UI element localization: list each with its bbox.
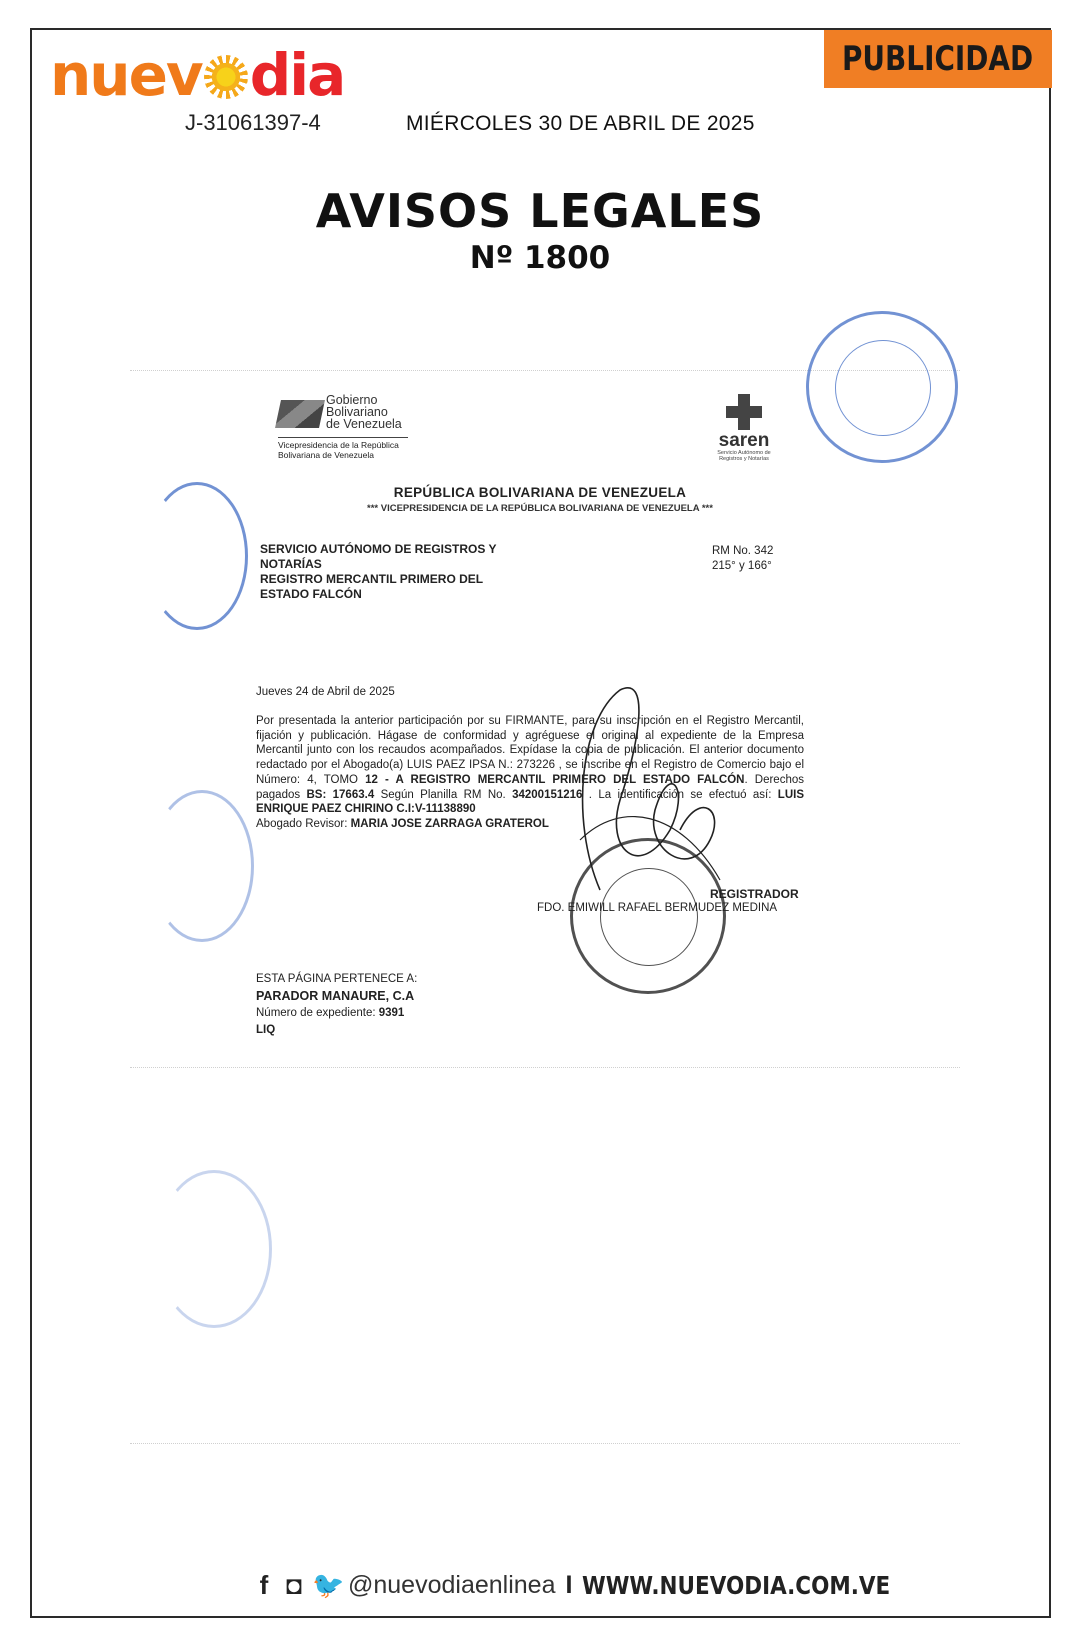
issue-date: MIÉRCOLES 30 DE ABRIL DE 2025 — [406, 112, 755, 135]
office-name — [260, 542, 496, 602]
registrar-title: REGISTRADOR — [710, 887, 799, 901]
footer-bar — [252, 1570, 941, 1601]
flag-icon — [275, 400, 325, 428]
gov-logo-line: Gobierno — [326, 393, 378, 407]
company-rif: J-31061397-4 — [185, 110, 321, 135]
reviewing-lawyer: MARIA JOSE ZARRAGA GRATEROL — [350, 817, 549, 830]
office-line: NOTARÍAS — [260, 557, 322, 571]
brand-prefix: nuev — [50, 41, 202, 109]
instagram-icon[interactable]: ◘ — [286, 1570, 302, 1600]
footer-separator: I — [565, 1571, 573, 1599]
saren-cross-icon — [726, 394, 762, 430]
republic-heading: REPÚBLICA BOLIVARIANA DE VENEZUELA — [393, 485, 687, 500]
gov-logo-subtitle: Vicepresidencia de la República — [278, 440, 399, 450]
office-line: ESTADO FALCÓN — [260, 587, 362, 601]
social-handle[interactable]: @nuevodiaenlinea — [348, 1571, 556, 1599]
scan-line — [130, 1067, 960, 1068]
brand-suffix: dia — [249, 41, 345, 109]
body-text: . La identificación se efectuó así: — [582, 788, 778, 801]
sun-icon — [204, 55, 248, 99]
body-text: Por presentada la anterior participación por su FIRMANTE, para su inscripción en el Registro Mercantil, fijación y publicación. Hágase de conformidad y agréguese el original al expediente de la Empresa Mercantil junto con los recaudos acompañados. Expídase la copia de publicación. El anterior documento redactado por el Abogado(a) LUIS PAEZ IPSA N.: 273226 , se inscribe en el Registro de Comercio bajo el Número: 4, TOMO — [256, 715, 804, 786]
partial-seal-stamp — [150, 790, 254, 942]
saren-logo — [712, 394, 776, 462]
vicepresidency-heading: *** VICEPRESIDENCIA DE LA REPÚBLICA BOLIVARIANA DE VENEZUELA *** — [367, 503, 713, 514]
registration-text — [256, 714, 804, 832]
saren-name: saren — [718, 430, 770, 451]
saren-subtitle: Servicio Autónomo de — [717, 450, 771, 456]
company-name: PARADOR MANAURE, C.A — [256, 989, 415, 1003]
website-link[interactable]: WWW.NUEVODIA.COM.VE — [582, 1571, 891, 1600]
identification: LUIS ENRIQUE PAEZ CHIRINO C.I:V-11138890 — [256, 788, 804, 816]
facebook-icon[interactable]: f — [259, 1570, 269, 1600]
tomo-value: 12 - A REGISTRO MERCANTIL PRIMERO DEL ESTADO FALCÓN — [365, 773, 745, 786]
office-line: SERVICIO AUTÓNOMO DE REGISTROS Y — [260, 542, 497, 556]
body-text: Abogado Revisor: — [256, 817, 351, 830]
issue-number: Nº 1800 — [469, 240, 611, 276]
years-reference: 215° y 166° — [712, 560, 772, 572]
fees-paid: BS: 17663.4 — [306, 788, 375, 801]
nuevodia-logo — [50, 41, 345, 109]
gov-logo-line: Bolivariano — [326, 405, 388, 419]
saren-subtitle: Registros y Notarías — [719, 456, 769, 462]
file-number: 9391 — [378, 1007, 405, 1019]
rm-reference — [712, 544, 773, 574]
gov-logo-subtitle: Bolivariana de Venezuela — [278, 450, 374, 460]
file-number-line — [256, 1005, 417, 1022]
section-badge — [824, 30, 1052, 88]
scan-line — [130, 1443, 960, 1444]
registry-seal-stamp — [806, 311, 958, 463]
body-text: Según Planilla RM No. — [374, 788, 513, 801]
office-line: REGISTRO MERCANTIL PRIMERO DEL — [260, 572, 484, 586]
partial-seal-stamp — [156, 1170, 272, 1328]
rm-number: RM No. 342 — [712, 545, 774, 557]
belongs-label: ESTA PÁGINA PERTENECE A: — [256, 973, 418, 985]
partial-seal-stamp — [146, 482, 248, 630]
gov-logo-line: de Venezuela — [326, 417, 402, 431]
body-text: . Derechos pagados — [256, 773, 804, 801]
divider — [278, 437, 408, 438]
section-badge-label: PUBLICIDAD — [842, 39, 1034, 79]
page-title: AVISOS LEGALES — [315, 184, 765, 238]
twitter-icon[interactable]: 🐦 — [312, 1570, 345, 1600]
ownership-block — [256, 971, 417, 1039]
planilla-number: 34200151216 — [512, 788, 583, 801]
registrar-name: FDO. EMIWILL RAFAEL BERMUDEZ MEDINA — [537, 902, 778, 914]
liq-label: LIQ — [256, 1024, 276, 1036]
file-label: Número de expediente: — [256, 1007, 379, 1019]
document-date: Jueves 24 de Abril de 2025 — [256, 686, 395, 698]
